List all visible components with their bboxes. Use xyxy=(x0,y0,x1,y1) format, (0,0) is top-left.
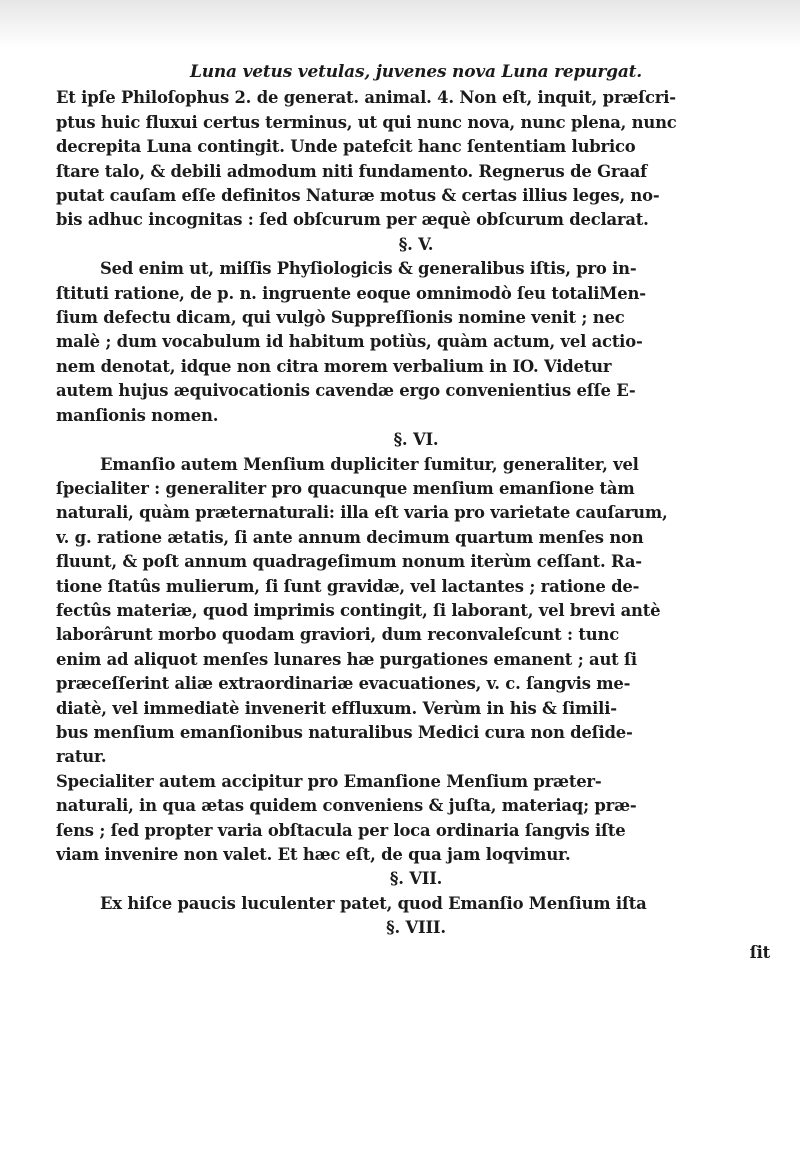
text-line: Ex hiſce paucis luculenter patet, quod Emanſio Menſium iſta xyxy=(100,893,647,913)
text-line: Specialiter autem accipitur pro Emanſione Menſium præter- xyxy=(56,771,602,791)
text-line: decrepita Luna contingit. Unde patefcit hanc ſententiam lubrico xyxy=(56,137,636,157)
text-line: tione ſtatûs mulierum, ſi ſunt gravidæ, vel lactantes ; ratione de- xyxy=(56,576,640,596)
text-line: ſtituti ratione, de p. n. ingruente eoque omnimodò ſeu totaliMen- xyxy=(56,283,646,303)
page-top-shadow xyxy=(0,0,800,48)
text-line: malè ; dum vocabulum id habitum potiùs, quàm actum, vel actio- xyxy=(56,332,643,352)
latin-text-body xyxy=(56,60,776,965)
section-number: §. VI. xyxy=(393,430,439,450)
text-line: naturali, quàm præternaturali: illa eſt varia pro varietate cauſarum, xyxy=(56,503,668,523)
text-line: Et ipſe Philoſophus 2. de generat. animal. 4. Non eſt, inquit, præſcri- xyxy=(56,88,676,108)
text-line: laborârunt morbo quodam graviori, dum reconvaleſcunt : tunc xyxy=(56,625,619,645)
text-line: autem hujus æquivocationis cavendæ ergo convenientius eſſe E- xyxy=(56,381,636,401)
text-line: ptus huic fluxui certus terminus, ut qui nunc nova, nunc plena, nunc xyxy=(56,112,677,132)
text-line: bis adhuc incognitas : ſed obſcurum per æquè obſcurum declarat. xyxy=(56,210,649,230)
section-number: §. VII. xyxy=(389,869,443,889)
text-line: præceſſerint aliæ extraordinariæ evacuationes, v. c. ſangvis me- xyxy=(56,674,631,694)
text-line: Sed enim ut, miſſis Phyſiologicis & generalibus iſtis, pro in- xyxy=(100,259,637,279)
text-line: v. g. ratione ætatis, ſi ante annum decimum quartum menſes non xyxy=(56,527,644,547)
text-line: ſium defectu dicam, qui vulgò Suppreſſionis nomine venit ; nec xyxy=(56,308,625,328)
text-line: fluunt, & poſt annum quadrageſimum nonum iterùm ceſſant. Ra- xyxy=(56,552,642,572)
text-line: diatè, vel immediatè invenerit effluxum. Verùm in his & ſimili- xyxy=(56,698,617,718)
text-line: enim ad aliquot menſes lunares hæ purgationes emanent ; aut ſi xyxy=(56,649,637,669)
running-heading: Luna vetus vetulas, juvenes nova Luna repurgat. xyxy=(189,62,643,82)
text-line: viam invenire non valet. Et hæc eſt, de qua jam loqvimur. xyxy=(56,845,571,864)
catchword: ſit xyxy=(749,942,770,962)
text-line: manſionis nomen. xyxy=(56,405,219,425)
section-number: §. VIII. xyxy=(386,918,446,938)
text-line: ratur. xyxy=(56,747,107,767)
text-line: ſtare talo, & debili admodum niti fundamento. Regnerus de Graaf xyxy=(56,161,647,181)
text-line: nem denotat, idque non citra morem verbalium in IO. Videtur xyxy=(56,356,612,376)
section-number: §. V. xyxy=(398,234,434,254)
text-line: Emanſio autem Menſium dupliciter ſumitur, generaliter, vel xyxy=(100,454,639,474)
text-line: naturali, in qua ætas quidem conveniens & juſta, materiaq; præ- xyxy=(56,796,637,816)
text-line: putat cauſam eſſe definitos Naturæ motus & certas illius leges, no- xyxy=(56,186,660,206)
text-line: ſpecialiter : generaliter pro quacunque menſium emanſione tàm xyxy=(56,478,635,498)
text-line: fectûs materiæ, quod imprimis contingit, ſi laborant, vel brevi antè xyxy=(56,600,661,620)
text-line: ſens ; ſed propter varia obſtacula per loca ordinaria ſangvis iſte xyxy=(56,820,626,840)
text-line: bus menſium emanſionibus naturalibus Medici cura non deſide- xyxy=(56,722,633,742)
